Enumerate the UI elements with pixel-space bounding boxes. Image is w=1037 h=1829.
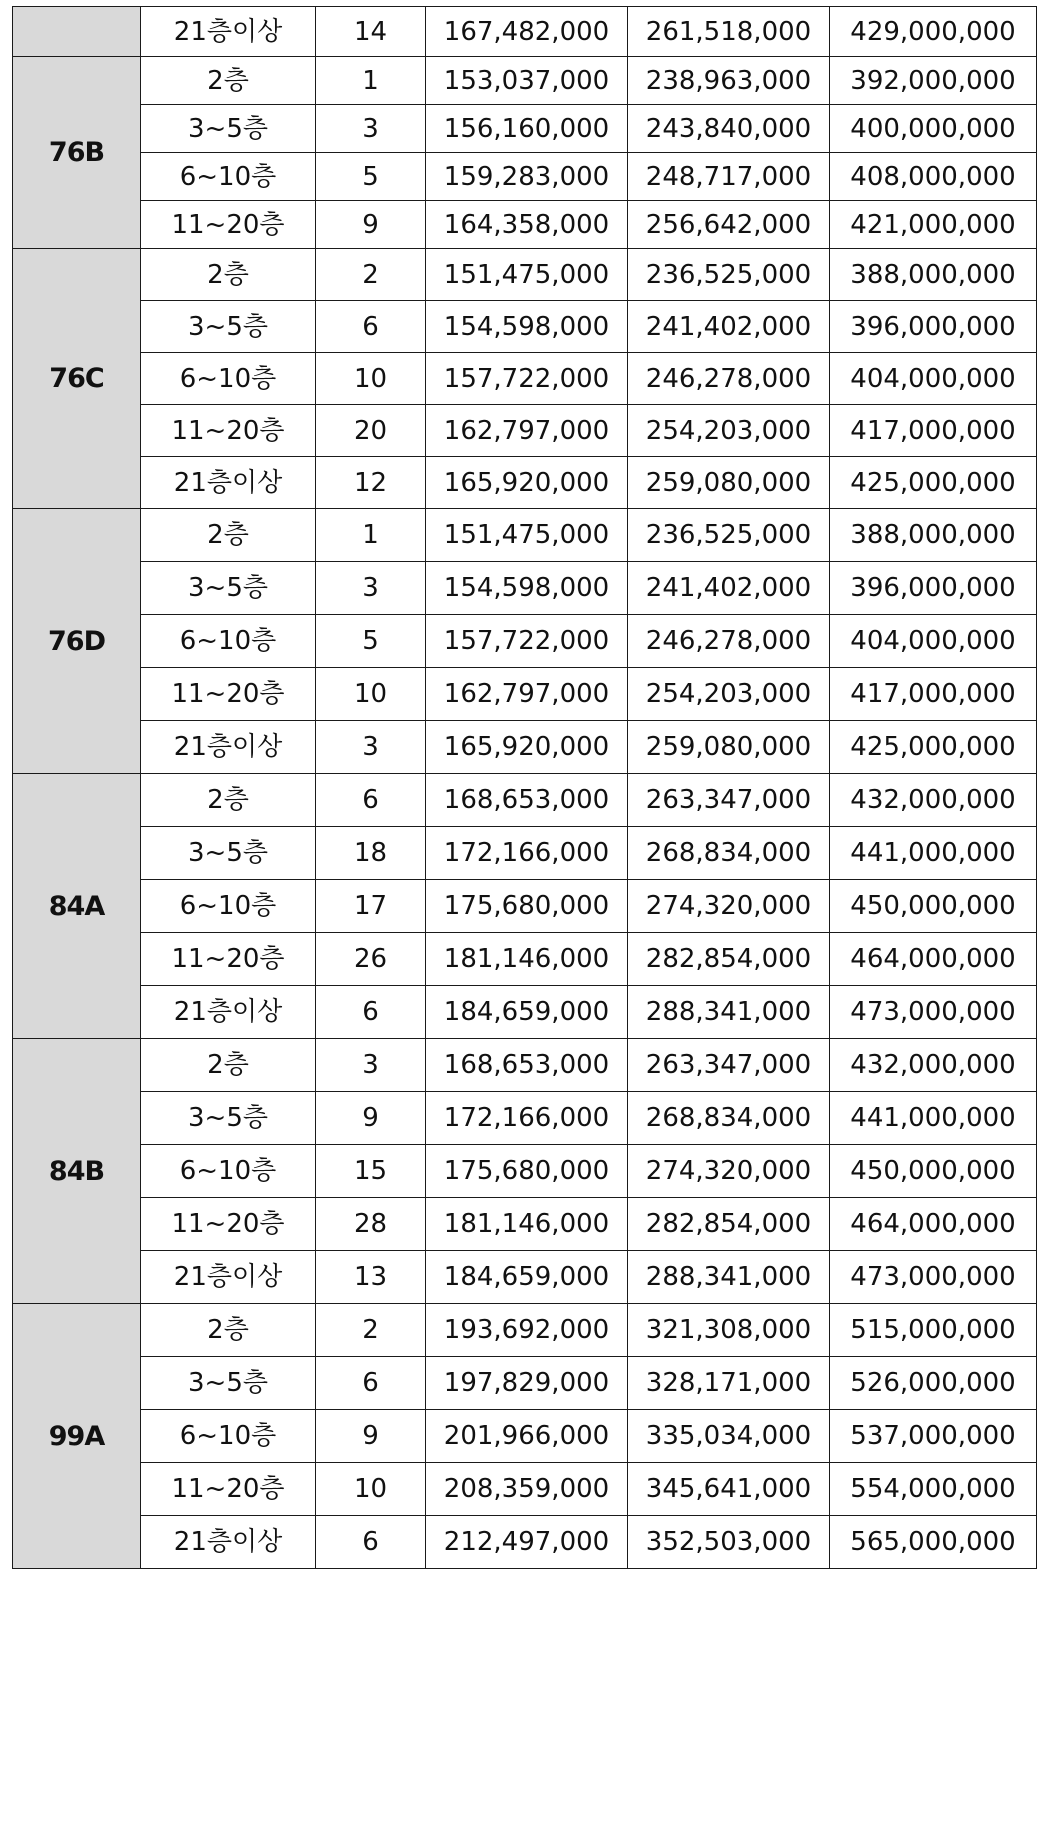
unit-count-cell: 12 xyxy=(316,457,426,509)
land-price-cell: 159,283,000 xyxy=(426,153,628,201)
total-price-cell: 432,000,000 xyxy=(830,1039,1037,1092)
floor-range-cell: 6~10층 xyxy=(141,880,316,933)
building-price-cell: 236,525,000 xyxy=(628,509,830,562)
building-price-cell: 261,518,000 xyxy=(628,7,830,57)
unit-count-cell: 6 xyxy=(316,986,426,1039)
land-price-cell: 154,598,000 xyxy=(426,562,628,615)
total-price-cell: 421,000,000 xyxy=(830,201,1037,249)
unit-type-cell: 76B xyxy=(13,57,141,249)
unit-count-cell: 10 xyxy=(316,668,426,721)
building-price-cell: 274,320,000 xyxy=(628,1145,830,1198)
building-price-cell: 274,320,000 xyxy=(628,880,830,933)
floor-range-cell: 6~10층 xyxy=(141,153,316,201)
total-price-cell: 565,000,000 xyxy=(830,1516,1037,1569)
table-row xyxy=(13,668,1037,721)
unit-count-cell: 9 xyxy=(316,1092,426,1145)
building-price-cell: 248,717,000 xyxy=(628,153,830,201)
total-price-cell: 450,000,000 xyxy=(830,1145,1037,1198)
land-price-cell: 153,037,000 xyxy=(426,57,628,105)
total-price-cell: 450,000,000 xyxy=(830,880,1037,933)
unit-count-cell: 6 xyxy=(316,1516,426,1569)
unit-count-cell: 6 xyxy=(316,774,426,827)
land-price-cell: 154,598,000 xyxy=(426,301,628,353)
table-row xyxy=(13,57,1037,105)
land-price-cell: 156,160,000 xyxy=(426,105,628,153)
building-price-cell: 288,341,000 xyxy=(628,1251,830,1304)
total-price-cell: 537,000,000 xyxy=(830,1410,1037,1463)
table-row xyxy=(13,615,1037,668)
total-price-cell: 396,000,000 xyxy=(830,562,1037,615)
building-price-cell: 246,278,000 xyxy=(628,615,830,668)
building-price-cell: 241,402,000 xyxy=(628,301,830,353)
land-price-cell: 208,359,000 xyxy=(426,1463,628,1516)
unit-count-cell: 2 xyxy=(316,1304,426,1357)
land-price-cell: 162,797,000 xyxy=(426,405,628,457)
total-price-cell: 464,000,000 xyxy=(830,1198,1037,1251)
land-price-cell: 175,680,000 xyxy=(426,1145,628,1198)
unit-count-cell: 9 xyxy=(316,1410,426,1463)
unit-count-cell: 13 xyxy=(316,1251,426,1304)
land-price-cell: 157,722,000 xyxy=(426,353,628,405)
unit-count-cell: 1 xyxy=(316,509,426,562)
unit-count-cell: 3 xyxy=(316,721,426,774)
table-row xyxy=(13,1198,1037,1251)
table-row xyxy=(13,1357,1037,1410)
floor-range-cell: 21층이상 xyxy=(141,986,316,1039)
land-price-cell: 167,482,000 xyxy=(426,7,628,57)
building-price-cell: 243,840,000 xyxy=(628,105,830,153)
unit-count-cell: 3 xyxy=(316,105,426,153)
land-price-cell: 212,497,000 xyxy=(426,1516,628,1569)
table-row xyxy=(13,1251,1037,1304)
floor-range-cell: 3~5층 xyxy=(141,562,316,615)
land-price-cell: 172,166,000 xyxy=(426,1092,628,1145)
floor-range-cell: 2층 xyxy=(141,509,316,562)
land-price-cell: 175,680,000 xyxy=(426,880,628,933)
floor-range-cell: 2층 xyxy=(141,1039,316,1092)
building-price-cell: 259,080,000 xyxy=(628,721,830,774)
total-price-cell: 404,000,000 xyxy=(830,353,1037,405)
building-price-cell: 254,203,000 xyxy=(628,668,830,721)
total-price-cell: 432,000,000 xyxy=(830,774,1037,827)
total-price-cell: 441,000,000 xyxy=(830,1092,1037,1145)
table-row xyxy=(13,721,1037,774)
table-row xyxy=(13,1463,1037,1516)
floor-range-cell: 11~20층 xyxy=(141,405,316,457)
building-price-cell: 321,308,000 xyxy=(628,1304,830,1357)
land-price-cell: 184,659,000 xyxy=(426,986,628,1039)
unit-type-cell: 76C xyxy=(13,249,141,509)
unit-count-cell: 3 xyxy=(316,562,426,615)
floor-range-cell: 6~10층 xyxy=(141,1145,316,1198)
table-row xyxy=(13,405,1037,457)
table-row xyxy=(13,933,1037,986)
total-price-cell: 404,000,000 xyxy=(830,615,1037,668)
land-price-cell: 201,966,000 xyxy=(426,1410,628,1463)
building-price-cell: 268,834,000 xyxy=(628,1092,830,1145)
unit-type-cell xyxy=(13,7,141,57)
floor-range-cell: 3~5층 xyxy=(141,1092,316,1145)
total-price-cell: 464,000,000 xyxy=(830,933,1037,986)
total-price-cell: 408,000,000 xyxy=(830,153,1037,201)
land-price-cell: 165,920,000 xyxy=(426,457,628,509)
unit-count-cell: 10 xyxy=(316,1463,426,1516)
unit-count-cell: 5 xyxy=(316,615,426,668)
total-price-cell: 526,000,000 xyxy=(830,1357,1037,1410)
table-row xyxy=(13,153,1037,201)
land-price-cell: 165,920,000 xyxy=(426,721,628,774)
building-price-cell: 246,278,000 xyxy=(628,353,830,405)
floor-range-cell: 2층 xyxy=(141,774,316,827)
table-row xyxy=(13,1145,1037,1198)
floor-range-cell: 11~20층 xyxy=(141,201,316,249)
unit-count-cell: 6 xyxy=(316,301,426,353)
land-price-cell: 151,475,000 xyxy=(426,509,628,562)
unit-count-cell: 17 xyxy=(316,880,426,933)
floor-range-cell: 3~5층 xyxy=(141,827,316,880)
floor-range-cell: 3~5층 xyxy=(141,301,316,353)
building-price-cell: 263,347,000 xyxy=(628,1039,830,1092)
unit-type-cell: 84B xyxy=(13,1039,141,1304)
table-row xyxy=(13,249,1037,301)
unit-count-cell: 2 xyxy=(316,249,426,301)
unit-count-cell: 15 xyxy=(316,1145,426,1198)
table-row xyxy=(13,827,1037,880)
total-price-cell: 429,000,000 xyxy=(830,7,1037,57)
total-price-cell: 425,000,000 xyxy=(830,457,1037,509)
floor-range-cell: 11~20층 xyxy=(141,1463,316,1516)
unit-count-cell: 14 xyxy=(316,7,426,57)
unit-count-cell: 3 xyxy=(316,1039,426,1092)
floor-range-cell: 3~5층 xyxy=(141,105,316,153)
table-row xyxy=(13,7,1037,57)
unit-type-cell: 84A xyxy=(13,774,141,1039)
floor-range-cell: 6~10층 xyxy=(141,1410,316,1463)
table-row xyxy=(13,1092,1037,1145)
table-row xyxy=(13,201,1037,249)
unit-count-cell: 9 xyxy=(316,201,426,249)
land-price-cell: 168,653,000 xyxy=(426,774,628,827)
total-price-cell: 425,000,000 xyxy=(830,721,1037,774)
table-row xyxy=(13,880,1037,933)
total-price-cell: 388,000,000 xyxy=(830,249,1037,301)
floor-range-cell: 21층이상 xyxy=(141,1516,316,1569)
land-price-cell: 193,692,000 xyxy=(426,1304,628,1357)
floor-range-cell: 6~10층 xyxy=(141,615,316,668)
building-price-cell: 288,341,000 xyxy=(628,986,830,1039)
building-price-cell: 352,503,000 xyxy=(628,1516,830,1569)
land-price-cell: 168,653,000 xyxy=(426,1039,628,1092)
total-price-cell: 441,000,000 xyxy=(830,827,1037,880)
table-row xyxy=(13,774,1037,827)
total-price-cell: 473,000,000 xyxy=(830,1251,1037,1304)
building-price-cell: 254,203,000 xyxy=(628,405,830,457)
table-row xyxy=(13,1516,1037,1569)
total-price-cell: 515,000,000 xyxy=(830,1304,1037,1357)
floor-range-cell: 2층 xyxy=(141,57,316,105)
unit-count-cell: 1 xyxy=(316,57,426,105)
table-row xyxy=(13,105,1037,153)
unit-count-cell: 6 xyxy=(316,1357,426,1410)
building-price-cell: 282,854,000 xyxy=(628,1198,830,1251)
floor-range-cell: 21층이상 xyxy=(141,1251,316,1304)
table-row xyxy=(13,457,1037,509)
building-price-cell: 256,642,000 xyxy=(628,201,830,249)
floor-range-cell: 11~20층 xyxy=(141,933,316,986)
unit-count-cell: 10 xyxy=(316,353,426,405)
land-price-cell: 162,797,000 xyxy=(426,668,628,721)
land-price-cell: 164,358,000 xyxy=(426,201,628,249)
unit-count-cell: 5 xyxy=(316,153,426,201)
total-price-cell: 554,000,000 xyxy=(830,1463,1037,1516)
price-table xyxy=(12,6,1037,1569)
unit-count-cell: 28 xyxy=(316,1198,426,1251)
table-row xyxy=(13,353,1037,405)
table-row xyxy=(13,509,1037,562)
price-table-body xyxy=(13,7,1037,1569)
total-price-cell: 400,000,000 xyxy=(830,105,1037,153)
floor-range-cell: 2층 xyxy=(141,249,316,301)
floor-range-cell: 11~20층 xyxy=(141,1198,316,1251)
building-price-cell: 263,347,000 xyxy=(628,774,830,827)
floor-range-cell: 2층 xyxy=(141,1304,316,1357)
unit-count-cell: 26 xyxy=(316,933,426,986)
building-price-cell: 236,525,000 xyxy=(628,249,830,301)
floor-range-cell: 11~20층 xyxy=(141,668,316,721)
table-row xyxy=(13,562,1037,615)
building-price-cell: 282,854,000 xyxy=(628,933,830,986)
building-price-cell: 259,080,000 xyxy=(628,457,830,509)
floor-range-cell: 21층이상 xyxy=(141,7,316,57)
table-row xyxy=(13,986,1037,1039)
land-price-cell: 197,829,000 xyxy=(426,1357,628,1410)
floor-range-cell: 6~10층 xyxy=(141,353,316,405)
total-price-cell: 473,000,000 xyxy=(830,986,1037,1039)
land-price-cell: 181,146,000 xyxy=(426,1198,628,1251)
unit-type-cell: 76D xyxy=(13,509,141,774)
building-price-cell: 238,963,000 xyxy=(628,57,830,105)
land-price-cell: 172,166,000 xyxy=(426,827,628,880)
unit-type-cell: 99A xyxy=(13,1304,141,1569)
total-price-cell: 388,000,000 xyxy=(830,509,1037,562)
table-row xyxy=(13,301,1037,353)
floor-range-cell: 21층이상 xyxy=(141,457,316,509)
building-price-cell: 335,034,000 xyxy=(628,1410,830,1463)
total-price-cell: 396,000,000 xyxy=(830,301,1037,353)
unit-count-cell: 20 xyxy=(316,405,426,457)
floor-range-cell: 21층이상 xyxy=(141,721,316,774)
building-price-cell: 345,641,000 xyxy=(628,1463,830,1516)
unit-count-cell: 18 xyxy=(316,827,426,880)
land-price-cell: 151,475,000 xyxy=(426,249,628,301)
land-price-cell: 157,722,000 xyxy=(426,615,628,668)
table-row xyxy=(13,1039,1037,1092)
floor-range-cell: 3~5층 xyxy=(141,1357,316,1410)
building-price-cell: 328,171,000 xyxy=(628,1357,830,1410)
building-price-cell: 241,402,000 xyxy=(628,562,830,615)
land-price-cell: 181,146,000 xyxy=(426,933,628,986)
building-price-cell: 268,834,000 xyxy=(628,827,830,880)
table-row xyxy=(13,1304,1037,1357)
total-price-cell: 392,000,000 xyxy=(830,57,1037,105)
land-price-cell: 184,659,000 xyxy=(426,1251,628,1304)
total-price-cell: 417,000,000 xyxy=(830,668,1037,721)
total-price-cell: 417,000,000 xyxy=(830,405,1037,457)
table-row xyxy=(13,1410,1037,1463)
